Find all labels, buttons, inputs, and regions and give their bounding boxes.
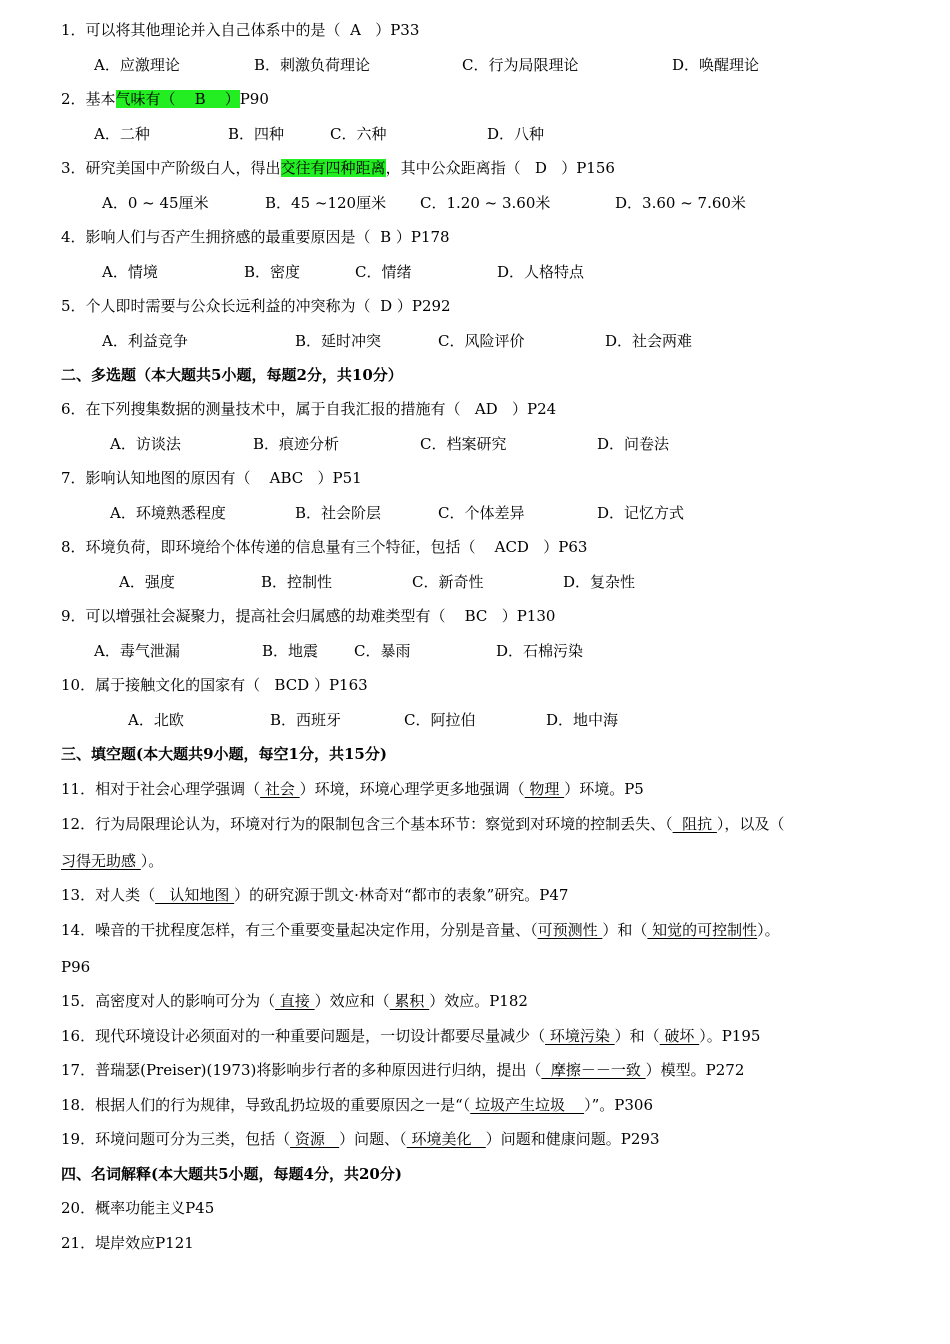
question-14-page-ref: P96: [61, 958, 91, 976]
highlighted-text: 交往有四种距离: [280, 159, 386, 177]
answer-blank: 习得无助感: [61, 852, 141, 870]
option-d: D．地中海: [546, 711, 619, 729]
option-d: D．八种: [487, 125, 545, 143]
answer-blank: 环境美化: [406, 1130, 486, 1148]
option-c: C．个体差异: [438, 504, 525, 522]
option-a: A．强度: [119, 573, 175, 591]
option-c: C．1.20 ~ 3.60米: [420, 194, 551, 212]
option-b: B．社会阶层: [295, 504, 382, 522]
answer-blank: 社会: [260, 780, 300, 798]
question-10: 10．属于接触文化的国家有（ BCD ）P163: [61, 676, 368, 694]
section-heading-definitions: 四、名词解释(本大题共5小题，每题4分，共20分): [61, 1165, 402, 1183]
option-c: C．档案研究: [420, 435, 507, 453]
question-17: 17．普瑞瑟(Preiser)(1973)将影响步行者的多种原因进行归纳，提出（ 摩擦－－一致 ）模型。P272: [61, 1061, 745, 1079]
option-a: A．情境: [102, 263, 158, 281]
question-8: 8．环境负荷，即环境给个体传递的信息量有三个特征，包括（ ACD ）P63: [61, 538, 588, 556]
option-a: A．应激理论: [94, 56, 180, 74]
question-21: 21．堤岸效应P121: [61, 1234, 194, 1252]
question-3: 3．研究美国中产阶级白人，得出交往有四种距离，其中公众距离指（ D ）P156: [61, 159, 615, 177]
question-14: 14．噪音的干扰程度怎样，有三个重要变量起决定作用，分别是音量、（可预测性 ）和（ 知觉的可控制性）。: [61, 921, 780, 939]
question-11: 11．相对于社会心理学强调（ 社会 ）环境，环境心理学更多地强调（ 物理 ）环境。P5: [61, 780, 644, 798]
option-b: B．刺激负荷理论: [254, 56, 371, 74]
answer-blank: 可预测性: [537, 921, 603, 939]
question-9: 9．可以增强社会凝聚力，提高社会归属感的劫难类型有（ BC ）P130: [61, 607, 556, 625]
answer-blank: 破坏: [659, 1027, 700, 1045]
answer-blank: 知觉的可控制性: [647, 921, 758, 939]
option-b: B．四种: [228, 125, 285, 143]
highlighted-text: 气味有（ B ）: [115, 90, 240, 108]
question-19: 19．环境问题可分为三类，包括（ 资源 ）问题、（ 环境美化 ）问题和健康问题。P293: [61, 1130, 660, 1148]
answer-blank: 垃圾产生垃圾: [470, 1096, 585, 1114]
question-7: 7．影响认知地图的原因有（ ABC ）P51: [61, 469, 362, 487]
question-20: 20．概率功能主义P45: [61, 1199, 215, 1217]
option-c: C．阿拉伯: [404, 711, 476, 729]
option-d: D．石棉污染: [496, 642, 584, 660]
question-12: 12．行为局限理论认为，环境对行为的限制包含三个基本环节：察觉到对环境的控制丢失、（ 阻抗 ），以及（: [61, 815, 785, 833]
option-b: B．控制性: [261, 573, 333, 591]
option-b: B．西班牙: [270, 711, 342, 729]
question-5: 5．个人即时需要与公众长远利益的冲突称为（ D ）P292: [61, 297, 451, 315]
option-b: B．45 ~120厘米: [265, 194, 387, 212]
option-a: A．北欧: [128, 711, 184, 729]
answer-blank: 资源: [290, 1130, 340, 1148]
question-15: 15．高密度对人的影响可分为（ 直接 ）效应和（ 累积 ）效应。P182: [61, 992, 528, 1010]
answer-blank: 累积: [389, 992, 430, 1010]
option-a: A．利益竞争: [102, 332, 188, 350]
option-d: D．唤醒理论: [672, 56, 760, 74]
option-c: C．暴雨: [354, 642, 411, 660]
option-a: A．环境熟悉程度: [110, 504, 226, 522]
option-d: D．复杂性: [563, 573, 636, 591]
section-heading-multiple-choice: 二、多选题（本大题共5小题，每题2分，共10分）: [61, 366, 403, 384]
option-a: A．0 ~ 45厘米: [102, 194, 209, 212]
answer-blank: 认知地图: [155, 886, 235, 904]
option-b: B．痕迹分析: [253, 435, 340, 453]
option-c: C．行为局限理论: [462, 56, 579, 74]
question-4: 4．影响人们与否产生拥挤感的最重要原因是（ B ）P178: [61, 228, 450, 246]
question-13: 13．对人类（ 认知地图 ）的研究源于凯文·林奇对“都市的表象”研究。P47: [61, 886, 569, 904]
question-1: 1．可以将其他理论并入自己体系中的是（ A ）P33: [61, 21, 420, 39]
answer-blank: 摩擦－－一致: [541, 1061, 646, 1079]
question-12-continued: 习得无助感 ）。: [61, 852, 164, 870]
answer-blank: 环境污染: [545, 1027, 615, 1045]
answer-blank: 物理: [524, 780, 565, 798]
option-b: B．密度: [244, 263, 301, 281]
option-d: D．社会两难: [605, 332, 693, 350]
option-d: D．问卷法: [597, 435, 670, 453]
question-2: 2．基本气味有（ B ）P90: [61, 90, 269, 108]
option-d: D．人格特点: [497, 263, 585, 281]
option-a: A．访谈法: [110, 435, 181, 453]
option-a: A．毒气泄漏: [94, 642, 180, 660]
option-c: C．新奇性: [412, 573, 484, 591]
option-d: D．记忆方式: [597, 504, 685, 522]
option-b: B．延时冲突: [295, 332, 382, 350]
question-6: 6．在下列搜集数据的测量技术中，属于自我汇报的措施有（ AD ）P24: [61, 400, 557, 418]
answer-blank: 阻抗: [672, 815, 717, 833]
option-c: C．六种: [330, 125, 387, 143]
option-c: C．情绪: [355, 263, 412, 281]
question-18: 18．根据人们的行为规律，导致乱扔垃圾的重要原因之一是“（ 垃圾产生垃圾 ）”。P306: [61, 1096, 654, 1114]
section-heading-fill-in: 三、填空题(本大题共9小题，每空1分，共15分): [61, 745, 387, 763]
question-16: 16．现代环境设计必须面对的一种重要问题是，一切设计都要尽量减少（ 环境污染 ）和（ 破坏 ）。P195: [61, 1027, 761, 1045]
answer-blank: 直接: [275, 992, 315, 1010]
option-a: A．二种: [94, 125, 150, 143]
option-b: B．地震: [262, 642, 319, 660]
option-d: D．3.60 ~ 7.60米: [615, 194, 746, 212]
option-c: C．风险评价: [438, 332, 525, 350]
